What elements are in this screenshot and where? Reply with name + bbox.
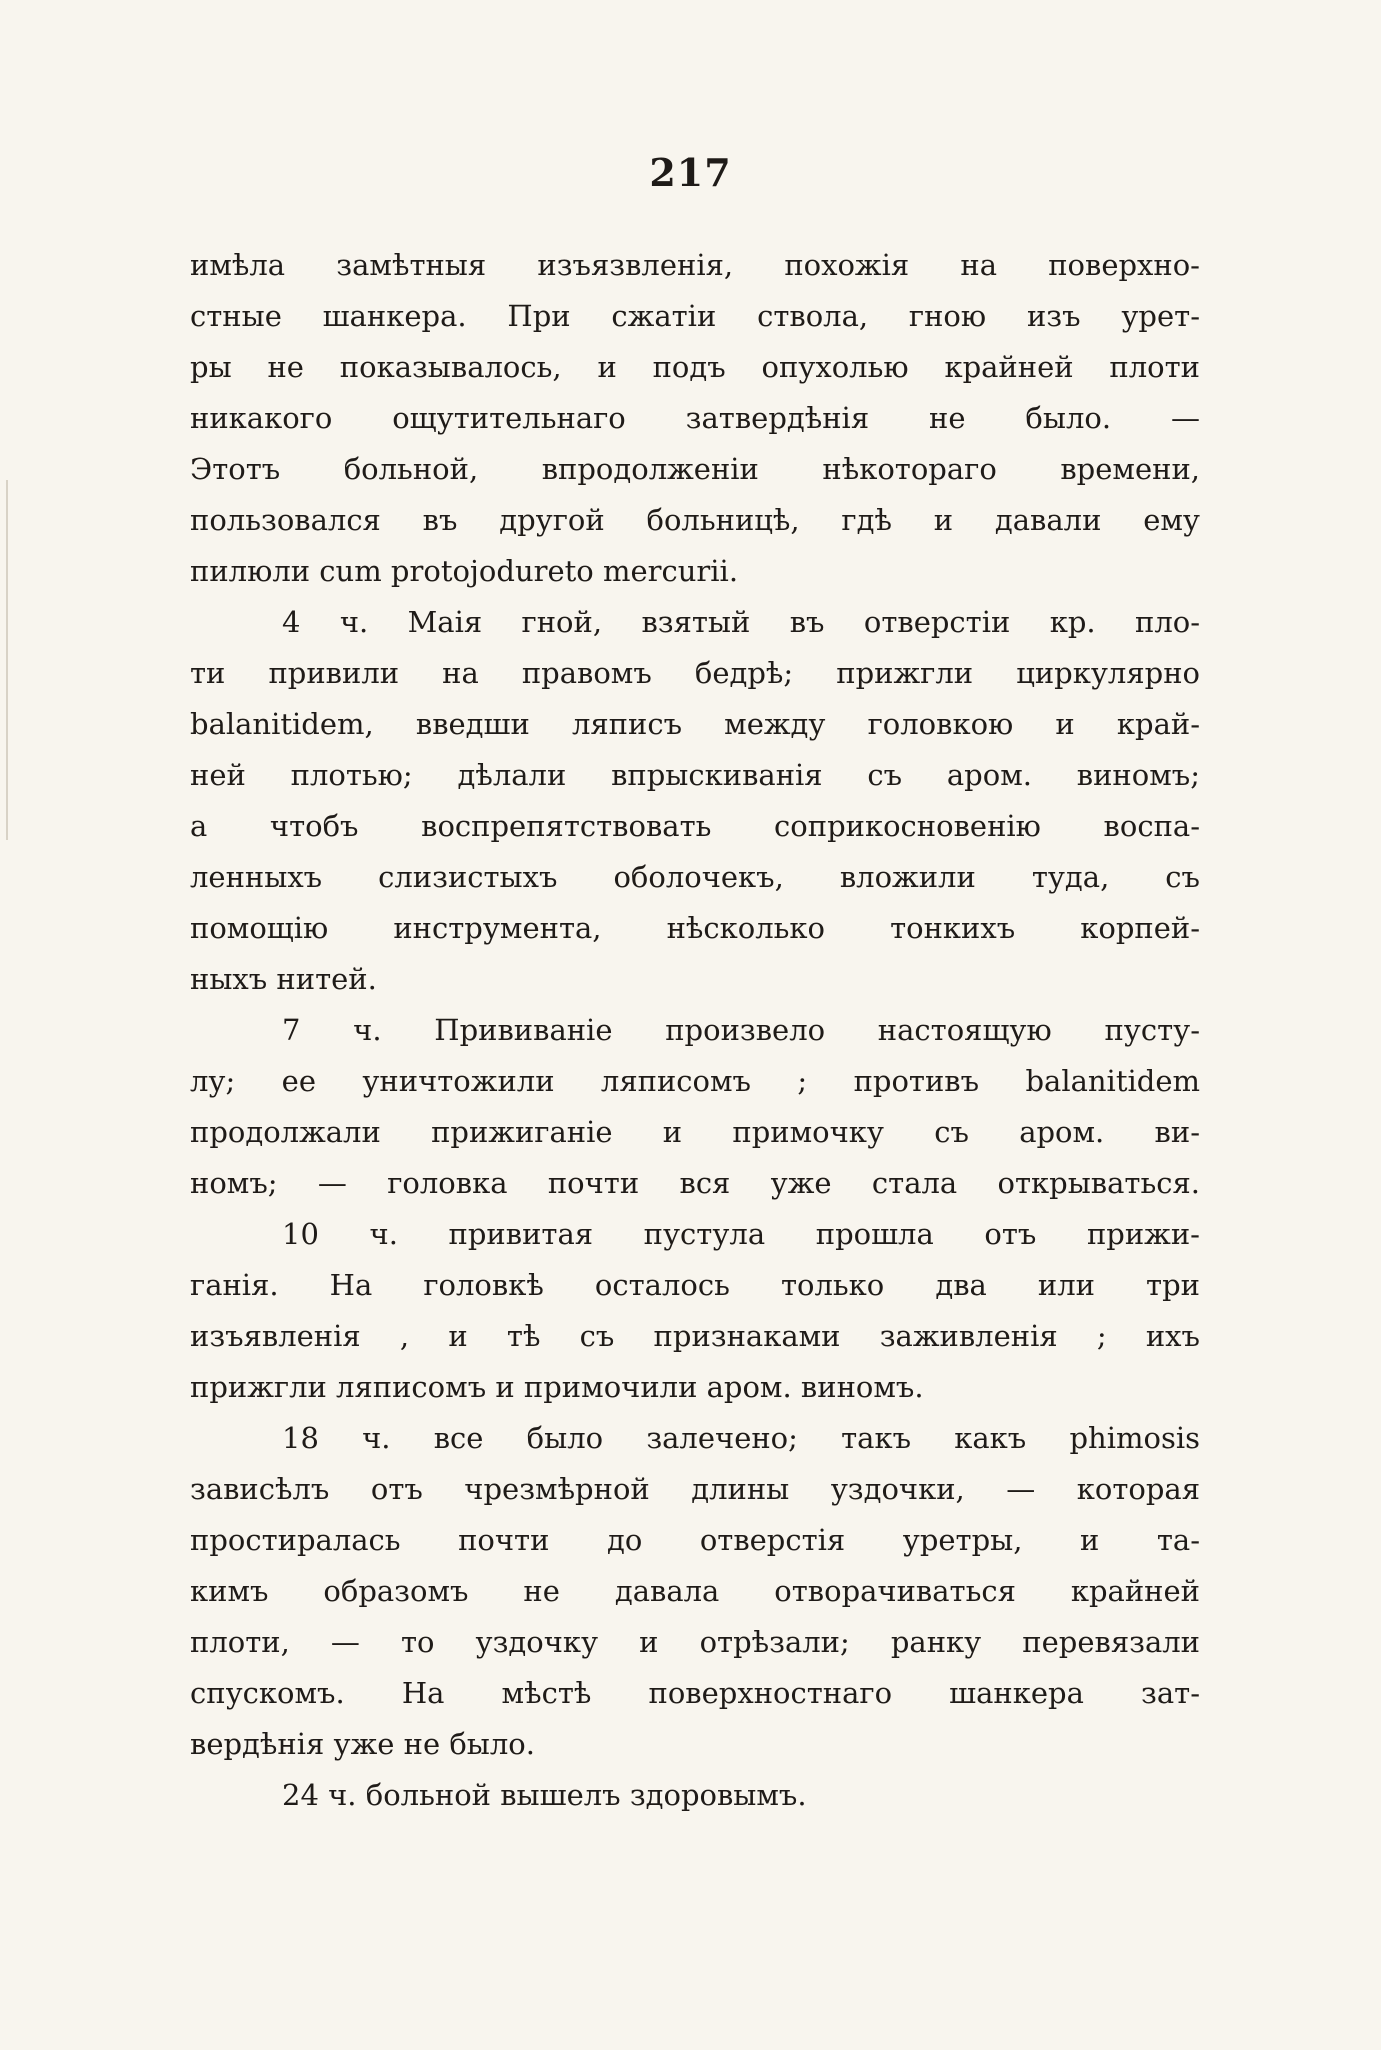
text-line: ти привили на правомъ бедрѣ; прижгли циркулярно [190, 656, 1200, 690]
text-line: ней плотью; дѣлали впрыскиванія съ аром. виномъ; [190, 758, 1200, 792]
text-line: плоти, — то уздочку и отрѣзали; ранку перевязали [190, 1625, 1200, 1659]
text-line: 10 ч. привитая пустула прошла отъ прижи- [282, 1217, 1200, 1251]
text-line: 18 ч. все было залечено; такъ какъ phimosis [282, 1421, 1200, 1455]
text-line: кимъ образомъ не давала отворачиваться крайней [190, 1574, 1200, 1608]
text-line: спускомъ. На мѣстѣ поверхностнаго шанкера зат- [190, 1676, 1200, 1710]
text-line: продолжали прижиганіе и примочку съ аром. ви- [190, 1115, 1200, 1149]
text-line: 24 ч. больной вышелъ здоровымъ. [282, 1778, 807, 1812]
text-line: 4 ч. Маія гной, взятый въ отверстіи кр. пло- [282, 605, 1200, 639]
text-line: прижгли ляписомъ и примочили аром. виномъ. [190, 1370, 924, 1404]
text-line: зависѣлъ отъ чрезмѣрной длины уздочки, — которая [190, 1472, 1200, 1506]
page-margin-shadow [6, 480, 8, 840]
text-line: 7 ч. Прививаніе произвело настоящую пусту- [282, 1013, 1200, 1047]
text-line: изъявленія , и тѣ съ признаками заживленія ; ихъ [190, 1319, 1200, 1353]
text-line: Этотъ больной, впродолженіи нѣкотораго времени, [190, 452, 1200, 486]
text-line: ры не показывалось, и подъ опухолью крайней плоти [190, 350, 1200, 384]
text-line: пилюли cum protojodureto mercurii. [190, 554, 739, 588]
text-line: пользовался въ другой больницѣ, гдѣ и давали ему [190, 503, 1200, 537]
text-line: стные шанкера. При сжатіи ствола, гною изъ урет- [190, 299, 1200, 333]
text-line: вердѣнія уже не было. [190, 1727, 535, 1761]
text-line: balanitidem, введши ляписъ между головкою и край- [190, 707, 1200, 741]
text-line: никакого ощутительнаго затвердѣнія не было. — [190, 401, 1200, 435]
text-line: номъ; — головка почти вся уже стала открываться. [190, 1166, 1200, 1200]
text-line: ленныхъ слизистыхъ оболочекъ, вложили туда, съ [190, 860, 1200, 894]
text-line: а чтобъ воспрепятствовать соприкосновенію воспа- [190, 809, 1200, 843]
text-line: лу; ее уничтожили ляписомъ ; противъ balanitidem [190, 1064, 1200, 1098]
text-line: имѣла замѣтныя изъязвленія, похожія на поверхно- [190, 248, 1200, 282]
text-line: помощію инструмента, нѣсколько тонкихъ корпей- [190, 911, 1200, 945]
page-number: 217 [649, 150, 732, 195]
text-line: простиралась почти до отверстія уретры, и та- [190, 1523, 1200, 1557]
text-line: ганія. На головкѣ осталось только два или три [190, 1268, 1200, 1302]
body-text [190, 240, 1200, 1821]
text-line: ныхъ нитей. [190, 962, 377, 996]
